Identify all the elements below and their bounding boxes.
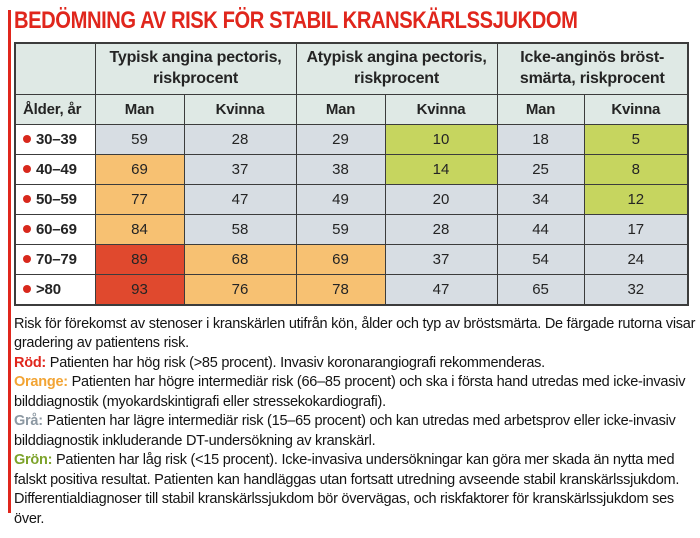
age-column-header: Ålder, år (15, 95, 95, 125)
risk-value-cell: 54 (497, 245, 584, 275)
group-header-typisk-angina: Typisk angina pectoris, riskprocent (95, 43, 296, 95)
table-row (15, 125, 688, 155)
risk-value-cell: 18 (497, 125, 584, 155)
table-row (15, 155, 688, 185)
table-row (15, 245, 688, 275)
red-bullet-icon (23, 165, 31, 173)
red-bullet-icon (23, 285, 31, 293)
legend-entry-gray (14, 412, 700, 451)
risk-value-cell: 28 (385, 215, 497, 245)
table-row (15, 215, 688, 245)
risk-value-cell: 37 (385, 245, 497, 275)
legend-label-green: Grön: (14, 452, 53, 468)
table-caption (14, 315, 700, 354)
risk-value-cell: 29 (296, 125, 385, 155)
risk-value-cell: 5 (584, 125, 688, 155)
risk-value-cell: 59 (95, 125, 184, 155)
col-header-kvinna: Kvinna (584, 95, 688, 125)
risk-value-cell: 78 (296, 275, 385, 305)
legend-label-red: Röd: (14, 354, 47, 371)
age-label-cell (15, 215, 95, 245)
legend-text-gray: Patienten har lägre intermediär risk (15–65 procent) och kan utredas med arbetsprov eller icke-invasiv bilddiagnostik inkluderande DT-undersökning av kranskärl. (14, 413, 676, 449)
group-header-row (15, 43, 688, 95)
red-bullet-icon (23, 135, 31, 143)
age-label-text: >80 (36, 280, 61, 298)
risk-value-cell: 59 (296, 215, 385, 245)
legend-label-gray: Grå: (14, 413, 43, 429)
risk-value-cell: 28 (184, 125, 296, 155)
col-header-man: Man (497, 95, 584, 125)
caption-text: Risk för förekomst av stenoser i kranskärlen utifrån kön, ålder och typ av bröstsmärta. De färgade rutorna visar gradering av patientens risk. (14, 315, 696, 351)
legend-text (14, 315, 700, 530)
risk-value-cell: 77 (95, 185, 184, 215)
legend-text-green: Patienten har låg risk (<15 procent). Icke-invasiva undersökningar kan göra mer skada än nytta med falskt positiva resultat. Patienten kan handläggas utan fortsatt utredning avseende stabil kranskärlssjukdom. Differentialdiagnoser till stabil kranskärlssjukdom bör övervägas, och riskfaktorer för kranskärlssjukdom ses över. (14, 452, 680, 527)
red-bullet-icon (23, 225, 31, 233)
risk-value-cell: 69 (95, 155, 184, 185)
age-label-text: 40–49 (36, 161, 77, 178)
age-label-cell (15, 245, 95, 275)
risk-value-cell: 65 (497, 275, 584, 305)
page-title: BEDÖMNING AV RISK FÖR STABIL KRANSKÄRLSSJUKDOM (14, 7, 578, 34)
risk-value-cell: 49 (296, 185, 385, 215)
risk-table (14, 42, 689, 306)
risk-value-cell: 44 (497, 215, 584, 245)
risk-value-cell: 25 (497, 155, 584, 185)
risk-value-cell: 17 (584, 215, 688, 245)
age-label-text: 60–69 (36, 221, 77, 238)
risk-value-cell: 68 (184, 245, 296, 275)
risk-value-cell: 89 (95, 245, 184, 275)
risk-value-cell: 76 (184, 275, 296, 305)
legend-label-orange: Orange: (14, 374, 68, 390)
red-bullet-icon (23, 195, 31, 203)
col-header-kvinna: Kvinna (184, 95, 296, 125)
risk-value-cell: 37 (184, 155, 296, 185)
sub-header-row (15, 95, 688, 125)
table-row (15, 275, 688, 305)
risk-value-cell: 58 (184, 215, 296, 245)
risk-value-cell: 47 (184, 185, 296, 215)
col-header-man: Man (296, 95, 385, 125)
left-accent-bar (8, 10, 11, 513)
risk-value-cell: 10 (385, 125, 497, 155)
page (14, 8, 700, 529)
risk-value-cell: 24 (584, 245, 688, 275)
legend-entry-green (14, 451, 700, 529)
legend-entry-orange (14, 373, 700, 412)
age-label-cell (15, 125, 95, 155)
risk-value-cell: 34 (497, 185, 584, 215)
risk-value-cell: 14 (385, 155, 497, 185)
age-label-text: 30–39 (36, 131, 77, 148)
risk-value-cell: 12 (584, 185, 688, 215)
legend-text-orange: Patienten har högre intermediär risk (66–85 procent) och ska i första hand utredas med icke-invasiv bilddiagnostik (myokardskintigrafi eller stressekokardiografi). (14, 374, 686, 410)
age-label-cell (15, 275, 95, 305)
group-header-icke-anginos: Icke-anginös bröstsmärta, riskprocent (497, 43, 688, 95)
risk-value-cell: 47 (385, 275, 497, 305)
col-header-man: Man (95, 95, 184, 125)
risk-value-cell: 84 (95, 215, 184, 245)
legend-text-red: Patienten har hög risk (>85 procent). Invasiv koronarangiografi rekommenderas. (49, 354, 545, 371)
corner-cell (15, 43, 95, 95)
risk-value-cell: 32 (584, 275, 688, 305)
risk-value-cell: 38 (296, 155, 385, 185)
age-label-cell (15, 185, 95, 215)
group-header-atypisk-angina: Atypisk angina pectoris, riskprocent (296, 43, 497, 95)
risk-value-cell: 8 (584, 155, 688, 185)
age-label-text: 50–59 (36, 191, 77, 208)
col-header-kvinna: Kvinna (385, 95, 497, 125)
red-bullet-icon (23, 255, 31, 263)
legend-entry-red (14, 354, 700, 374)
risk-value-cell: 69 (296, 245, 385, 275)
age-label-text: 70–79 (36, 251, 77, 268)
age-label-cell (15, 155, 95, 185)
table-row (15, 185, 688, 215)
risk-value-cell: 93 (95, 275, 184, 305)
risk-value-cell: 20 (385, 185, 497, 215)
